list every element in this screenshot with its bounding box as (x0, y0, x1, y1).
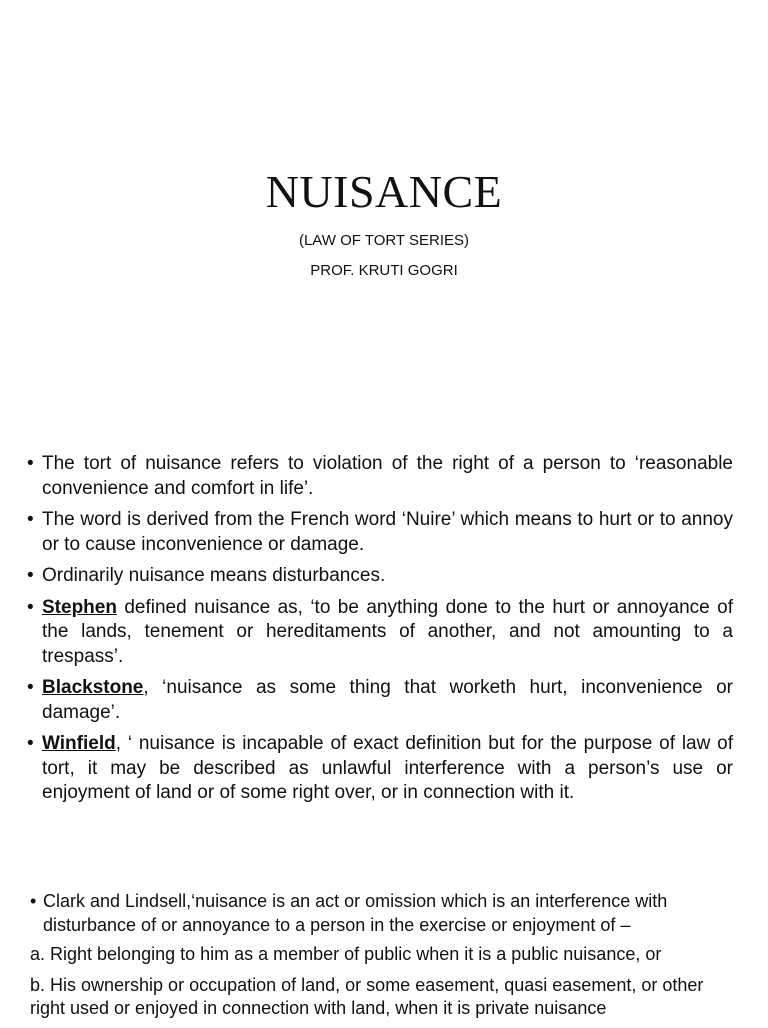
list-item (27, 508, 733, 557)
series-subtitle: (LAW OF TORT SERIES) (298, 232, 470, 249)
list-item (27, 732, 733, 806)
clause-a: a. Right belonging to him as a member of public when it is a public nuisance, or (30, 944, 662, 964)
title-slide (0, 0, 768, 400)
bullet-text: Clark and Lindsell,‘nuisance is an act or omission which is an interference with disturbance of or annoyance to a person in the exercise or enjoyment of – (43, 891, 668, 935)
definition-list (0, 452, 768, 806)
list-item (27, 452, 733, 501)
clark-lindsell-slide (0, 890, 768, 1028)
author-name: Blackstone (42, 677, 144, 698)
author-name: Stephen (42, 596, 117, 618)
author-subtitle: PROF. KRUTI GOGRI (310, 262, 458, 279)
bullet-icon: • (27, 733, 34, 754)
bullet-icon: • (27, 596, 34, 618)
bullet-icon: • (27, 453, 34, 474)
clause-b: b. His ownership or occupation of land, or some easement, quasi easement, or other right used or enjoyed in connection with land, when it is private nuisance (30, 974, 704, 1018)
bullet-icon: • (30, 891, 37, 911)
bullet-text: The word is derived from the French word ‘Nuire’ which means to hurt or to annoy or to cause inconvenience or damage. (42, 509, 733, 555)
bullet-text: Ordinarily nuisance means disturbances. (42, 565, 386, 586)
bullet-icon: • (27, 509, 34, 530)
list-item (27, 676, 733, 725)
author-name: Winfield (42, 733, 116, 754)
bullet-text: , ‘ nuisance is incapable of exact definition but for the purpose of law of tort, it may be described as unlawful interference with a person’s use or enjoyment of land or of some right over, or in connection with it. (42, 733, 733, 803)
definitions-slide (0, 452, 768, 813)
list-item (0, 890, 768, 937)
list-item (27, 596, 733, 670)
bullet-text: The tort of nuisance refers to violation of the right of a person to ‘reasonable convenience and comfort in life’. (42, 453, 733, 499)
bullet-icon: • (27, 677, 34, 698)
slide-title: NUISANCE (265, 166, 503, 217)
bullet-text: , ‘nuisance as some thing that worketh hurt, inconvenience or damage’. (42, 677, 733, 723)
list-item (27, 564, 733, 589)
bullet-icon: • (27, 565, 34, 586)
bullet-text: defined nuisance as, ‘to be anything done to the hurt or annoyance of the lands, tenement or hereditaments of another, and not amounting to a trespass’. (42, 596, 733, 667)
